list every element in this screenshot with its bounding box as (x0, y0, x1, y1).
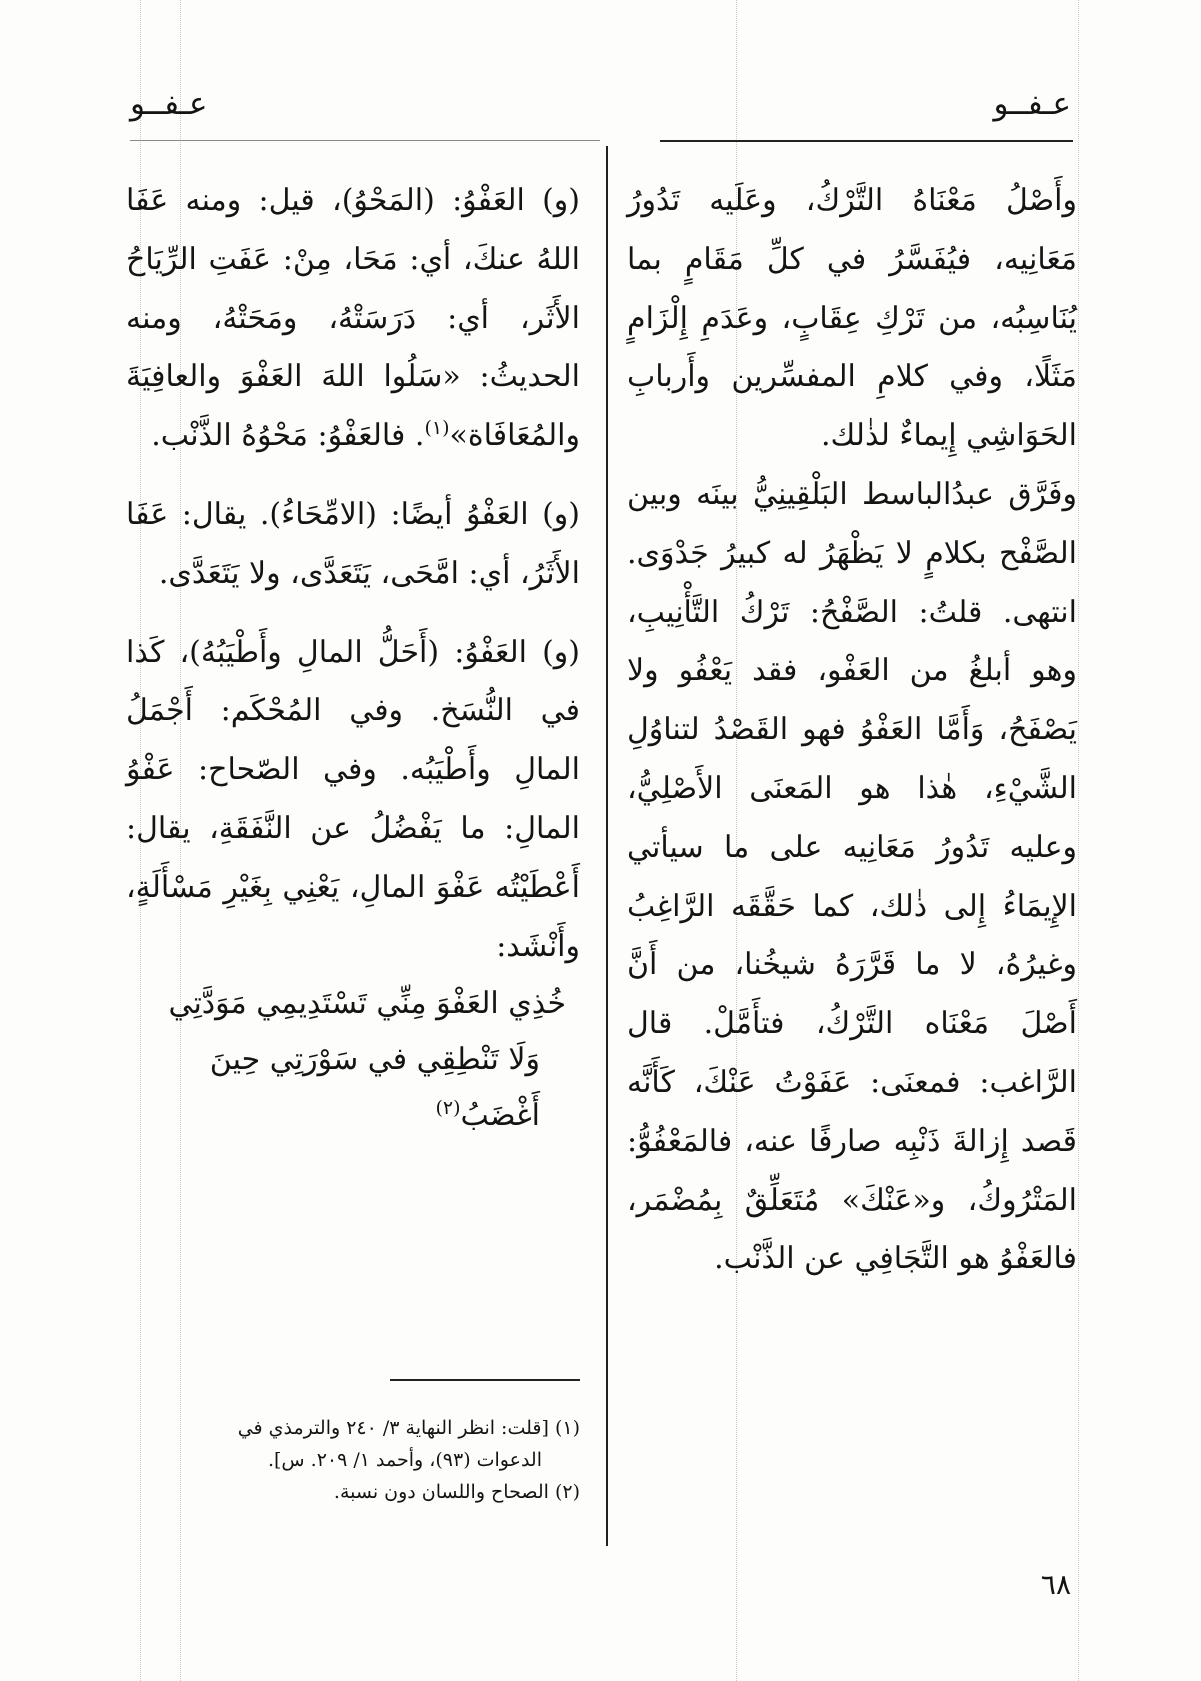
page-number: ٦٨ (1040, 1568, 1071, 1601)
poem-verse-1: خُذِي العَفْوَ مِنِّي تَسْتَدِيمِي مَوَدَّتِي (168, 986, 566, 1022)
right-column (627, 172, 1077, 1289)
footnote-1: (١) [قلت: انظر النهاية ٣/ ٢٤٠ والترمذي في (237, 1417, 580, 1439)
header-rule (660, 140, 1073, 142)
entry-ahall-almal: (و) العَفْوُ: (أَحَلُّ المالِ وأَطْيَبُهُ)، كَذا في النُّسَخ. وفي المُحْكَم: أَجْمَلُ المالِ وأَطْيَبُه. وفي الصّحاح: عَفْوُ المالِ: ما يَفْضُلُ عن النَّفَقَةِ، يقال: أَعْطَيْتُه عَفْوَ المالِ، يَعْنِي بِغَيْرِ مَسْأَلَةٍ، وأَنْشَد: (126, 634, 580, 964)
footnote-2: (٢) الصحاح واللسان دون نسبة. (333, 1481, 580, 1503)
entry-mahw (126, 172, 580, 466)
header-rule-left (130, 140, 600, 141)
footnote-ref-1: (١) (424, 417, 450, 440)
running-head-left: عـفــو (130, 86, 208, 122)
scan-guide-line (1078, 0, 1079, 1681)
entry-mahw-text-end: . فالعَفْوُ: مَحْوُهُ الذَّنْب. (151, 418, 425, 454)
entry-mahw-text: (و) العَفْوُ: (المَحْوُ)، قيل: ومنه عَفَا اللهُ عنكَ، أي: مَحَا، مِنْ: عَفَتِ الرِّيَاحُ الأَثَر، أي: دَرَسَتْهُ، ومَحَتْهُ، ومنه الحديثُ: «سَلُوا اللهَ العَفْوَ والعافِيَةَ والمُعَافَاة» (126, 183, 580, 454)
footnote-1-continuation: الدعوات (٩٣)، وأحمد ١/ ٢٠٩. س]. (267, 1449, 542, 1471)
poem-verse-2-text: وَلَا تَنْطِقِي في سَوْرَتِي حِينَ أَغْضَبُ (209, 1042, 540, 1134)
footnotes (126, 1412, 580, 1508)
entry-imtihaa: (و) العَفْوُ أيضًا: (الامِّحَاءُ). يقال: عَفَا الأَثَرُ، أي: امَّحَى، يَتَعَدَّى، ولا يَتَعَدَّى. (126, 496, 580, 591)
running-head-right: عـفــو (993, 86, 1071, 122)
poem-verse-2 (126, 1032, 540, 1144)
footnote-ref-2: (٢) (435, 1097, 461, 1120)
right-paragraph: وأَصْلُ مَعْنَاهُ التَّرْكُ، وعَلَيه تَدُورُ مَعَانِيه، فيُفَسَّرُ في كلِّ مَقَامٍ بما يُنَاسِبُه، من تَرْكِ عِقَابٍ، وعَدَمِ إِلْزَامٍ مَثَلًا، وفي كلامِ المفسِّرين وأَربابِ الحَوَاشِي إِيماءٌ لذٰلك. (627, 183, 1077, 454)
footnote-rule (390, 1379, 580, 1381)
right-paragraph: وفَرَّق عبدُالباسط البَلْقِينِيُّ بينَه وبين الصَّفْح بكلامٍ لا يَظْهَرُ له كبيرُ جَدْوَى. انتهى. قلتُ: الصَّفْحُ: تَرْكُ التَّأْنِيبِ، وهو أبلغُ من العَفْو، فقد يَعْفُو ولا يَصْفَحُ، وَأَمَّا العَفْوُ فهو القَصْدُ لتناوُلِ الشَّيْءِ، هٰذا هو المَعنَى الأَصْلِيُّ، وعليه تَدُورُ مَعَانِيه على ما سيأتي الإِيمَاءُ إِلى ذٰلك، كما حَقَّقَه الرَّاغِبُ وغيرُهُ، لا ما قَرَّرَهُ شيخُنا، من أَنَّ أَصْلَ مَعْنَاه التَّرْكُ، فتأَمَّلْ. قال الرَّاغب: فمعنَى: عَفَوْتُ عَنْكَ، كَأَنَّه قَصد إِزالةَ ذَنْبِه صارفًا عنه، فالمَعْفُوُّ: المَتْرُوكُ، و«عَنْكَ» مُتَعَلِّقٌ بِمُضْمَر، فالعَفْوُ هو التَّجَافِي عن الذَّنْب. (627, 476, 1077, 1277)
left-column (126, 172, 580, 1144)
column-divider (606, 146, 608, 1546)
